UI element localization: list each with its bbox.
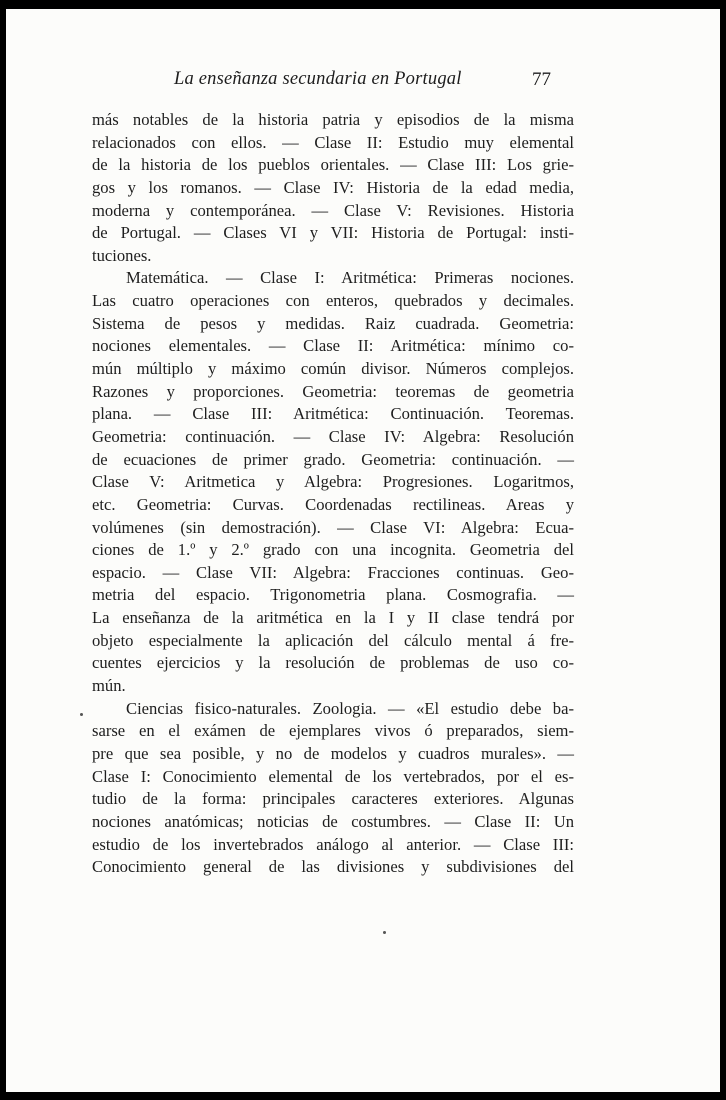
- text-line: gos y los romanos. — Clase IV: Historia de la edad media,: [92, 177, 574, 197]
- text-line: La enseñanza de la aritmética en la I y II clase tendrá por: [92, 608, 574, 628]
- text-line: Razones y proporciones. Geometria: teoremas de geometria: [92, 381, 574, 401]
- text-line: ciones de 1.º y 2.º grado con una incognita. Geometria del: [92, 540, 574, 560]
- text-line: de ecuaciones de primer grado. Geometria: continuación. —: [92, 449, 574, 469]
- margin-speck: [80, 713, 83, 716]
- book-page: [6, 9, 720, 1092]
- text-line: etc. Geometria: Curvas. Coordenadas rectilineas. Areas y: [92, 494, 574, 514]
- text-line: cuentes ejercicios y la resolución de problemas de uso co-: [92, 653, 574, 673]
- text-line: plana. — Clase III: Aritmética: Continuación. Teoremas.: [92, 404, 574, 424]
- text-line: Clase I: Conocimiento elemental de los vertebrados, por el es-: [92, 766, 574, 786]
- text-line: nociones elementales. — Clase II: Aritmética: mínimo co-: [92, 336, 574, 356]
- text-line: Clase V: Aritmetica y Algebra: Progresiones. Logaritmos,: [92, 472, 574, 492]
- section-heading-line: Ciencias fisico-naturales. Zoologia. — «El estudio debe ba-: [126, 698, 574, 718]
- text-line: de la historia de los pueblos orientales. — Clase III: Los grie-: [92, 155, 574, 175]
- text-line: pre que sea posible, y no de modelos y cuadros murales». —: [92, 743, 574, 763]
- section-heading-line: Matemática. — Clase I: Aritmética: Primeras nociones.: [126, 268, 574, 288]
- text-line: mún múltiplo y máximo común divisor. Números complejos.: [92, 359, 574, 379]
- text-line: mún.: [92, 676, 126, 696]
- text-line: Sistema de pesos y medidas. Raiz cuadrada. Geometria:: [92, 313, 574, 333]
- ink-speck: [383, 931, 386, 934]
- text-line: más notables de la historia patria y episodios de la misma: [92, 110, 574, 129]
- text-line: Geometria: continuación. — Clase IV: Algebra: Resolución: [92, 426, 574, 446]
- text-line: relacionados con ellos. — Clase II: Estudio muy elemental: [92, 132, 574, 152]
- text-line: moderna y contemporánea. — Clase V: Revisiones. Historia: [92, 200, 574, 220]
- text-line: tuciones.: [92, 245, 152, 265]
- text-line: sarse en el exámen de ejemplares vivos ó preparados, siem-: [92, 721, 574, 741]
- page-header: [6, 69, 720, 93]
- text-line: volúmenes (sin demostración). — Clase VI: Algebra: Ecua-: [92, 517, 574, 537]
- text-line: tudio de la forma: principales caracteres exteriores. Algunas: [92, 789, 574, 809]
- running-head: La enseñanza secundaria en Portugal: [174, 69, 462, 89]
- body-text: [92, 109, 574, 879]
- text-line: espacio. — Clase VII: Algebra: Fracciones continuas. Geo-: [92, 562, 574, 582]
- page-number: 77: [532, 69, 551, 90]
- text-line: nociones anatómicas; noticias de costumbres. — Clase II: Un: [92, 811, 574, 831]
- text-line: objeto especialmente la aplicación del cálculo mental á fre-: [92, 630, 574, 650]
- text-line: estudio de los invertebrados análogo al anterior. — Clase III:: [92, 834, 574, 854]
- text-line: Las cuatro operaciones con enteros, quebrados y decimales.: [92, 291, 574, 311]
- text-line: de Portugal. — Clases VI y VII: Historia de Portugal: insti-: [92, 223, 574, 243]
- text-line: metria del espacio. Trigonometria plana. Cosmografia. —: [92, 585, 574, 605]
- text-line: Conocimiento general de las divisiones y subdivisiones del: [92, 857, 574, 877]
